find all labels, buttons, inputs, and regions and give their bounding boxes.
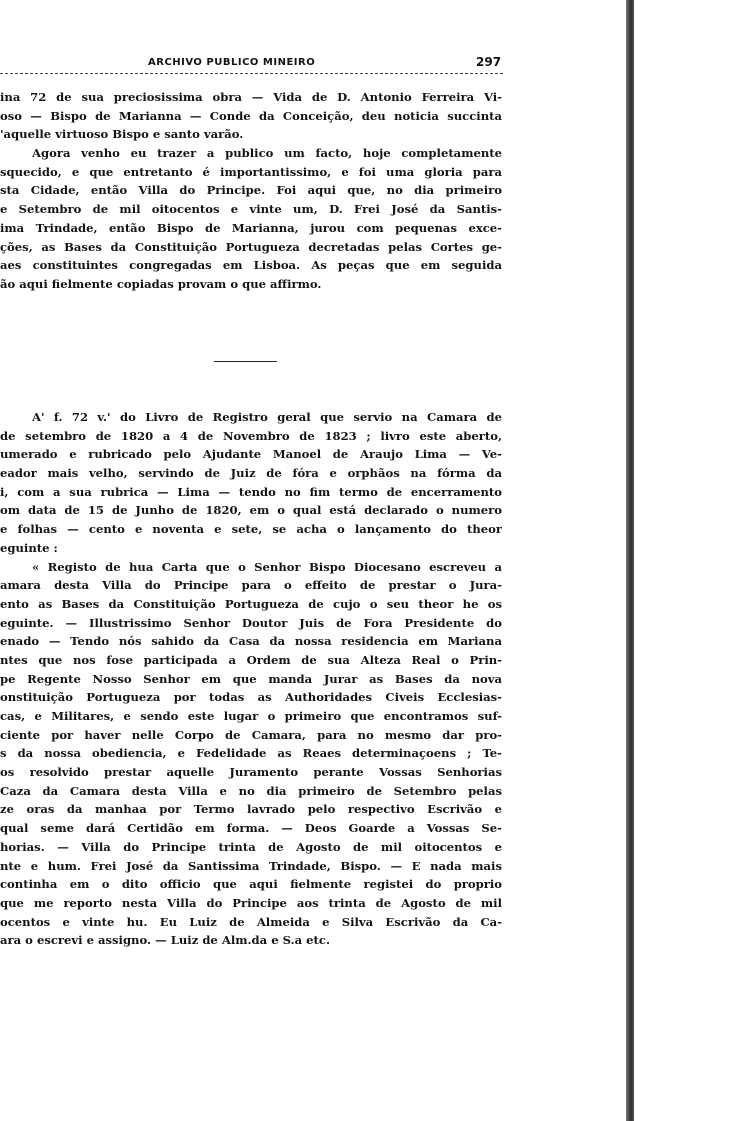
page-margin: [628, 0, 754, 1121]
text-line: « Registo de hua Carta que o Senhor Bispo Diocesano escreveu a: [32, 559, 502, 574]
text-line: de setembro de 1820 a 4 de Novembro de 1823 ; livro este aberto,: [0, 428, 502, 443]
running-title: ARCHIVO PUBLICO MINEIRO: [148, 57, 316, 68]
text-line: 'aquelle virtuoso Bispo e santo varão.: [0, 127, 244, 142]
text-line: continha em o dito officio que aqui fielmente registei do proprio: [0, 877, 502, 892]
text-line: cas, e Militares, e sendo este lugar o primeiro que encontramos suf-: [0, 709, 502, 723]
text-line: que me reporto nesta Villa do Principe aos trinta de Agosto de mil: [0, 895, 502, 910]
text-line: i, com a sua rubrica — Lima — tendo no fim termo de encerramento: [0, 484, 502, 499]
text-line: squecido, e que entretanto é importantissimo, e foi uma gloria para: [0, 164, 502, 179]
text-line: sta Cidade, então Villa do Principe. Foi aqui que, no dia primeiro: [0, 183, 502, 198]
document-transcription: [0, 408, 502, 950]
section-divider: [214, 361, 277, 362]
text-line: aes constituintes congregadas em Lisboa. As peças que em seguida: [0, 258, 502, 273]
text-line: os resolvido prestar aquelle Juramento perante Vossas Senhorias: [0, 765, 502, 780]
text-line: Caza da Camara desta Villa e no dia primeiro de Setembro pelas: [0, 783, 502, 798]
text-line: ocentos e vinte hu. Eu Luiz de Almeida e Silva Escrivão da Ca-: [0, 914, 502, 929]
text-line: e Setembro de mil oitocentos e vinte um, D. Frei José da Santis-: [0, 202, 502, 217]
text-line: e folhas — cento e noventa e sete, se acha o lançamento do theor: [0, 522, 502, 537]
text-line: A' f. 72 v.' do Livro de Registro geral que servio na Camara de: [32, 410, 502, 424]
text-line: ento as Bases da Constituição Portugueza de cujo o seu theor he os: [0, 596, 502, 611]
page-number: 297: [476, 55, 502, 69]
text-line: s da nossa obediencia, e Fedelidade as Reaes determinaçoens ; Te-: [0, 746, 502, 761]
text-line: ciente por haver nelle Corpo de Camara, para no mesmo dar pro-: [0, 727, 502, 742]
text-line: nte e hum. Frei José da Santissima Trindade, Bispo. — E nada mais: [0, 858, 502, 873]
book-spine-shadow: [626, 0, 634, 1121]
text-line: eador mais velho, servindo de Juiz de fóra e orphãos na fórma da: [0, 466, 502, 481]
text-line: ima Trindade, então Bispo de Marianna, jurou com pequenas exce-: [0, 220, 502, 235]
text-line: eguinte :: [0, 540, 58, 555]
text-line: amara desta Villa do Principe para o effeito de prestar o Jura-: [0, 578, 502, 593]
text-line: umerado e rubricado pelo Ajudante Manoel de Araujo Lima — Ve-: [0, 447, 502, 462]
text-line: ções, as Bases da Constituição Portugueza decretadas pelas Cortes ge-: [0, 239, 502, 254]
text-line: onstituição Portugueza por todas as Authoridades Civeis Ecclesias-: [0, 690, 502, 705]
intro-paragraphs: [0, 88, 502, 294]
text-line: Agora venho eu trazer a publico um facto, hoje completamente: [32, 146, 502, 161]
text-line: horias. — Villa do Principe trinta de Agosto de mil oitocentos e: [0, 839, 502, 854]
text-line: oso — Bispo de Marianna — Conde da Conceição, deu noticia succinta: [0, 108, 502, 123]
text-line: ara o escrevi e assigno. — Luiz de Alm.da e S.a etc.: [0, 933, 330, 948]
text-line: om data de 15 de Junho de 1820, em o qual está declarado o numero: [0, 503, 502, 518]
text-line: ina 72 de sua preciosissima obra — Vida de D. Antonio Ferreira Vi-: [0, 90, 502, 104]
text-line: pe Regente Nosso Senhor em que manda Jurar as Bases da nova: [0, 671, 502, 686]
text-line: eguinte. — Illustrissimo Senhor Doutor Juis de Fora Presidente do: [0, 615, 502, 630]
text-line: ão aqui fielmente copiadas provam o que affirmo.: [0, 276, 322, 291]
text-line: qual seme dará Certidão em forma. — Deos Goarde a Vossas Se-: [0, 821, 502, 836]
text-line: ntes que nos fose participada a Ordem de sua Alteza Real o Prin-: [0, 652, 502, 667]
text-line: ze oras da manhaa por Termo lavrado pelo respectivo Escrivão e: [0, 802, 502, 817]
header-rule: [0, 73, 503, 74]
text-line: enado — Tendo nós sahido da Casa da nossa residencia em Mariana: [0, 634, 502, 649]
